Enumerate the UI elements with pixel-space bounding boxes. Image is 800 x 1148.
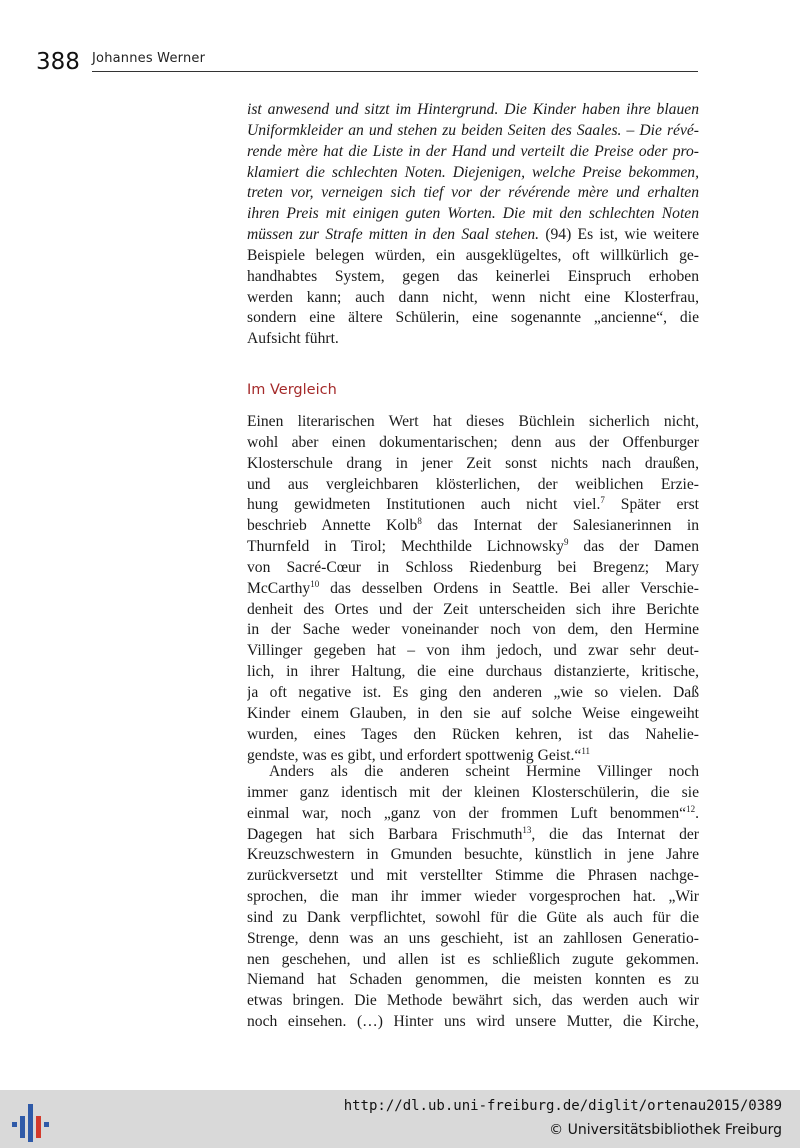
footnote-ref[interactable]: 9 — [563, 537, 569, 548]
text-line — [247, 225, 699, 246]
text-line: Villinger gegeben hat – von ihm jedoch, und zwar sehr deut- — [247, 642, 699, 660]
text-line: klamiert die schlechten Noten. Diejenigen, welche Preise bekommen, — [247, 163, 699, 181]
text-line: ist anwesend und sitzt im Hintergrund. Die Kinder haben ihre blauen — [247, 101, 699, 118]
footer-bar — [0, 1090, 800, 1148]
text-line — [247, 804, 699, 825]
page-header — [36, 48, 698, 75]
copyright-notice: © Universitätsbibliothek Freiburg — [549, 1122, 782, 1138]
footnote-ref[interactable]: 8 — [417, 516, 422, 527]
text-line: sondern eine ältere Schülerin, eine sogenannte „ancienne“, die — [247, 309, 699, 327]
text-line: sprochen, die man ihr immer wieder vorgesprochen hat. „Wir — [247, 888, 699, 906]
text-line: rende mère hat die Liste in der Hand und verteilt die Preise oder pro- — [247, 142, 699, 160]
text-line — [247, 495, 699, 516]
text-line — [247, 516, 699, 537]
text-line: sind zu Dank verpflichtet, sowohl für die Güte als auch für die — [247, 908, 699, 926]
paragraph-comparison — [247, 412, 699, 766]
text-segment: das der Damen — [568, 538, 699, 556]
text-segment: beschrieb Annette Kolb — [247, 517, 418, 535]
text-segment: , die das Internat der — [531, 825, 699, 843]
text-segment: das Internat der Salesianerinnen in — [421, 517, 699, 535]
text-line: Aufsicht führt. — [247, 330, 339, 348]
text-segment: hung gewidmeten Institutionen auch nicht viel. — [247, 496, 601, 514]
text-segment: das desselben Ordens in Seattle. Bei aller Verschie- — [319, 579, 699, 597]
text-line: zurückversetzt und mit verstellter Stimme die Phrasen nachge- — [247, 867, 699, 885]
text-line: Kreuzschwestern in Gmunden besuchte, künstlich in jene Jahre — [247, 846, 699, 864]
text-line: wohl aber einen dokumentarischen; denn aus der Offenburger — [247, 433, 699, 451]
text-line: Uniformkleider an und stehen zu beiden Seiten des Saales. – Die révé- — [247, 121, 699, 139]
text-line: immer ganz identisch mit der kleinen Klosterschülerin, die sie — [247, 783, 699, 801]
source-url-link[interactable]: http://dl.ub.uni-freiburg.de/diglit/ortenau2015/0389 — [343, 1098, 782, 1114]
footnote-ref[interactable]: 10 — [310, 578, 320, 589]
text-segment: gendste, was es gibt, und erfordert spottwenig Geist.“ — [247, 746, 582, 764]
text-line: ja oft negative ist. Es ging den anderen „wie so vielen. Daß — [247, 683, 699, 701]
paragraph-quote-continuation — [247, 100, 699, 350]
text-line: und aus vergleichbaren klösterlichen, der weiblichen Erzie- — [247, 475, 699, 493]
footnote-ref[interactable]: 13 — [522, 824, 532, 835]
running-head: Johannes Werner — [92, 51, 206, 66]
text-line: ihren Preis mit einigen guten Worten. Die mit den schlechten Noten — [247, 205, 699, 223]
text-segment: (94) Es ist, wie weitere — [539, 226, 699, 244]
header-rule — [92, 71, 698, 72]
page-number: 388 — [36, 49, 80, 75]
footnote-ref[interactable]: 12 — [686, 803, 696, 814]
text-line: Strenge, denn was an uns geschieht, ist an zahllosen Generatio- — [247, 929, 699, 947]
text-segment: einmal war, noch „ganz von der frommen Luft benommen“ — [247, 804, 687, 822]
text-line: von Sacré-Cœur in Schloss Riedenburg bei Bregenz; Mary — [247, 558, 699, 576]
text-line: Kinder einem Glauben, in den sie auf solche Weise eingeweiht — [247, 704, 699, 722]
text-line: Beispiele belegen würden, ein ausgeklügeltes, oft willkürlich ge- — [247, 246, 699, 264]
text-line: in der Sache weder voneinander noch von dem, den Hermine — [247, 621, 699, 639]
footnote-ref[interactable]: 7 — [600, 495, 605, 506]
text-line: denheit des Ortes und der Zeit unterscheiden sich ihre Berichte — [247, 600, 699, 618]
text-segment: Dagegen hat sich Barbara Frischmuth — [247, 825, 523, 843]
text-line — [247, 825, 699, 846]
text-line: treten vor, verneigen sich tief vor der révérende mère und erhalten — [247, 184, 699, 202]
text-line: Klosterschule drang in jener Zeit sonst nichts nach draußen, — [247, 454, 699, 472]
text-line: Einen literarischen Wert hat dieses Büchlein sicherlich nicht, — [247, 413, 699, 430]
text-segment: . — [695, 804, 699, 822]
text-segment: Thurnfeld in Tirol; Mechthilde Lichnowsky — [247, 538, 564, 556]
text-segment: McCarthy — [247, 579, 311, 597]
italic-quote-text: müssen zur Strafe mitten in den Saal stehen. — [247, 226, 540, 244]
paragraph-villinger — [247, 762, 699, 1033]
text-line: noch einsehen. (…) Hinter uns wird unsere Mutter, die Kirche, — [247, 1013, 699, 1031]
text-line: Niemand hat Schaden genommen, die meisten konnten es zu — [247, 971, 699, 989]
text-line: werden kann; auch dann nicht, wenn nicht eine Klosterfrau, — [247, 288, 699, 306]
text-line: handhabtes System, gegen das keinerlei Einspruch erhoben — [247, 267, 699, 285]
ub-freiburg-logo-icon[interactable] — [10, 1102, 50, 1144]
text-line — [247, 537, 699, 558]
text-line: Anders als die anderen scheint Hermine Villinger noch — [269, 763, 699, 780]
text-segment: Später erst — [604, 496, 699, 514]
footnote-ref[interactable]: 11 — [581, 745, 590, 756]
text-line: nen geschehen, und allen ist es schließlich zugute gekommen. — [247, 950, 699, 968]
text-line — [247, 579, 699, 600]
text-line: etwas bringen. Die Methode bewährt sich, das werden auch wir — [247, 992, 699, 1010]
section-heading: Im Vergleich — [247, 382, 337, 398]
text-line: wurden, eines Tages den Rücken kehren, ist das Nahelie- — [247, 725, 699, 743]
text-line: lich, in ihrer Haltung, die eine durchaus distanzierte, kritische, — [247, 663, 699, 681]
